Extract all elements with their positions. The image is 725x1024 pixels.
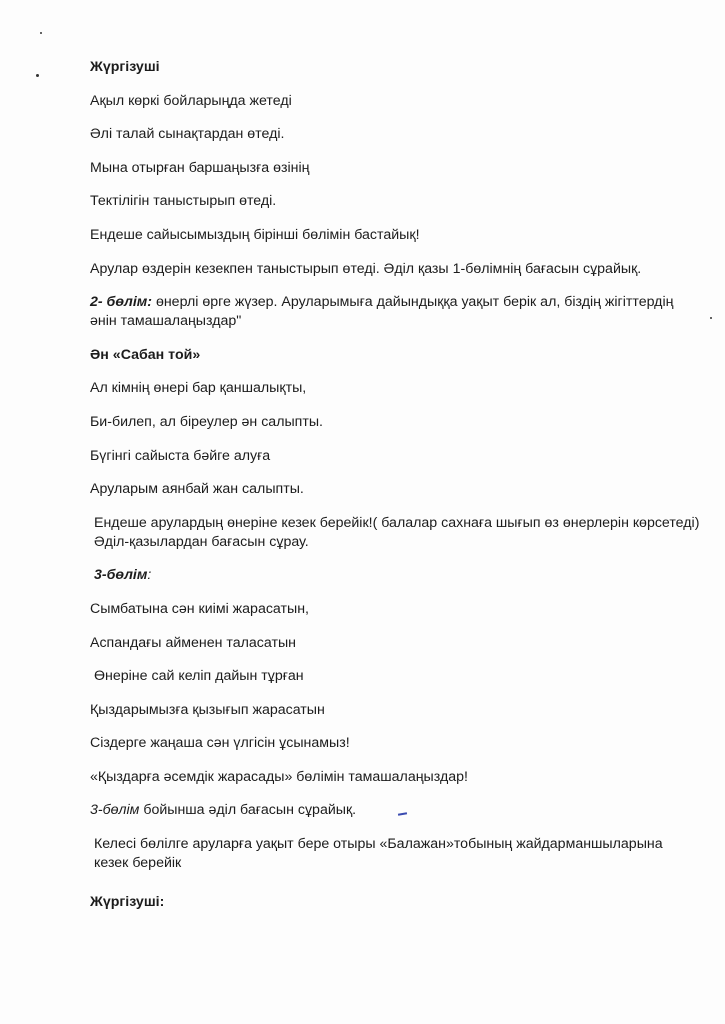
paragraph: Ендеше арулардың өнеріне кезек берейік!( балалар сахнаға шығып өз өнерлерін көрсетеді) Әділ-қазылардан бағасын сұрау. (94, 514, 700, 550)
part-3-label: 3-бөлім (94, 567, 148, 584)
part-3-rating-text: бойынша әділ бағасын сұрайық. (139, 802, 357, 819)
part-2-text: өнерлі өрге жүзер. Аруларымыға дайындыққа уақыт берік ал, біздің жігіттердің әнін тамашалаңыздар" (90, 294, 674, 330)
pen-mark (398, 813, 407, 817)
verse-line: «Қыздарға әсемдік жарасады» бөлімін тамашалаңыздар! (90, 768, 468, 785)
paragraph: Келесі бөлілге аруларға уақыт бере отыры «Балажан»тобының жайдарманшыларына кезек берейік (94, 836, 663, 872)
scan-speck (40, 32, 42, 34)
verse-line: Тектілігін таныстырып өтеді. (90, 193, 277, 210)
scan-speck (710, 317, 712, 319)
part-3-ref: 3-бөлім (90, 802, 140, 819)
verse-line: Сіздерге жаңаша сән үлгісін ұсынамыз! (90, 735, 350, 752)
part-3-rating-line (90, 801, 700, 820)
verse-line: Би-билеп, ал біреулер ән салыпты. (90, 413, 323, 430)
verse-line: Мына отырған баршаңызға өзінің (90, 159, 310, 176)
verse-line: Ақыл көркі бойларыңда жетеді (90, 92, 292, 109)
part-3-heading: 3-бөлім: (94, 567, 152, 584)
part-2-paragraph: 2- бөлім: өнерлі өрге жүзер. Аруларымыға дайындыққа уақыт берік ал, біздің жігіттердің әнін тамашалаңыздар" (90, 294, 674, 330)
verse-line: Әлі талай сынақтардан өтеді. (90, 126, 285, 143)
document-body (90, 58, 700, 927)
verse-line: Сымбатына сән киімі жарасатын, (90, 600, 309, 617)
song-title: Ән «Сабан той» (90, 346, 201, 363)
verse-line: Ал кімнің өнері бар қаншалықты, (90, 380, 307, 397)
part-2-label: 2- бөлім (90, 294, 148, 311)
paragraph: Арулар өздерін кезекпен таныстырып өтеді. Әділ қазы 1-бөлімнің бағасын сұрайық. (90, 260, 642, 277)
speaker-heading: Жүргізуші (90, 59, 160, 75)
verse-line: Бүгінгі сайыста бәйге алуға (90, 447, 271, 464)
verse-line: Аруларым аянбай жан салыпты. (90, 481, 304, 498)
verse-line: Өнеріне сай келіп дайын тұрған (94, 668, 304, 685)
verse-line: Ендеше сайысымыздың бірінші бөлімін бастайық! (90, 226, 420, 243)
scan-speck (36, 74, 39, 77)
verse-line: Қыздарымызға қызығып жарасатын (90, 701, 325, 718)
verse-line: Аспандағы айменен таласатын (90, 634, 297, 651)
speaker-heading: Жүргізуші: (90, 894, 165, 911)
